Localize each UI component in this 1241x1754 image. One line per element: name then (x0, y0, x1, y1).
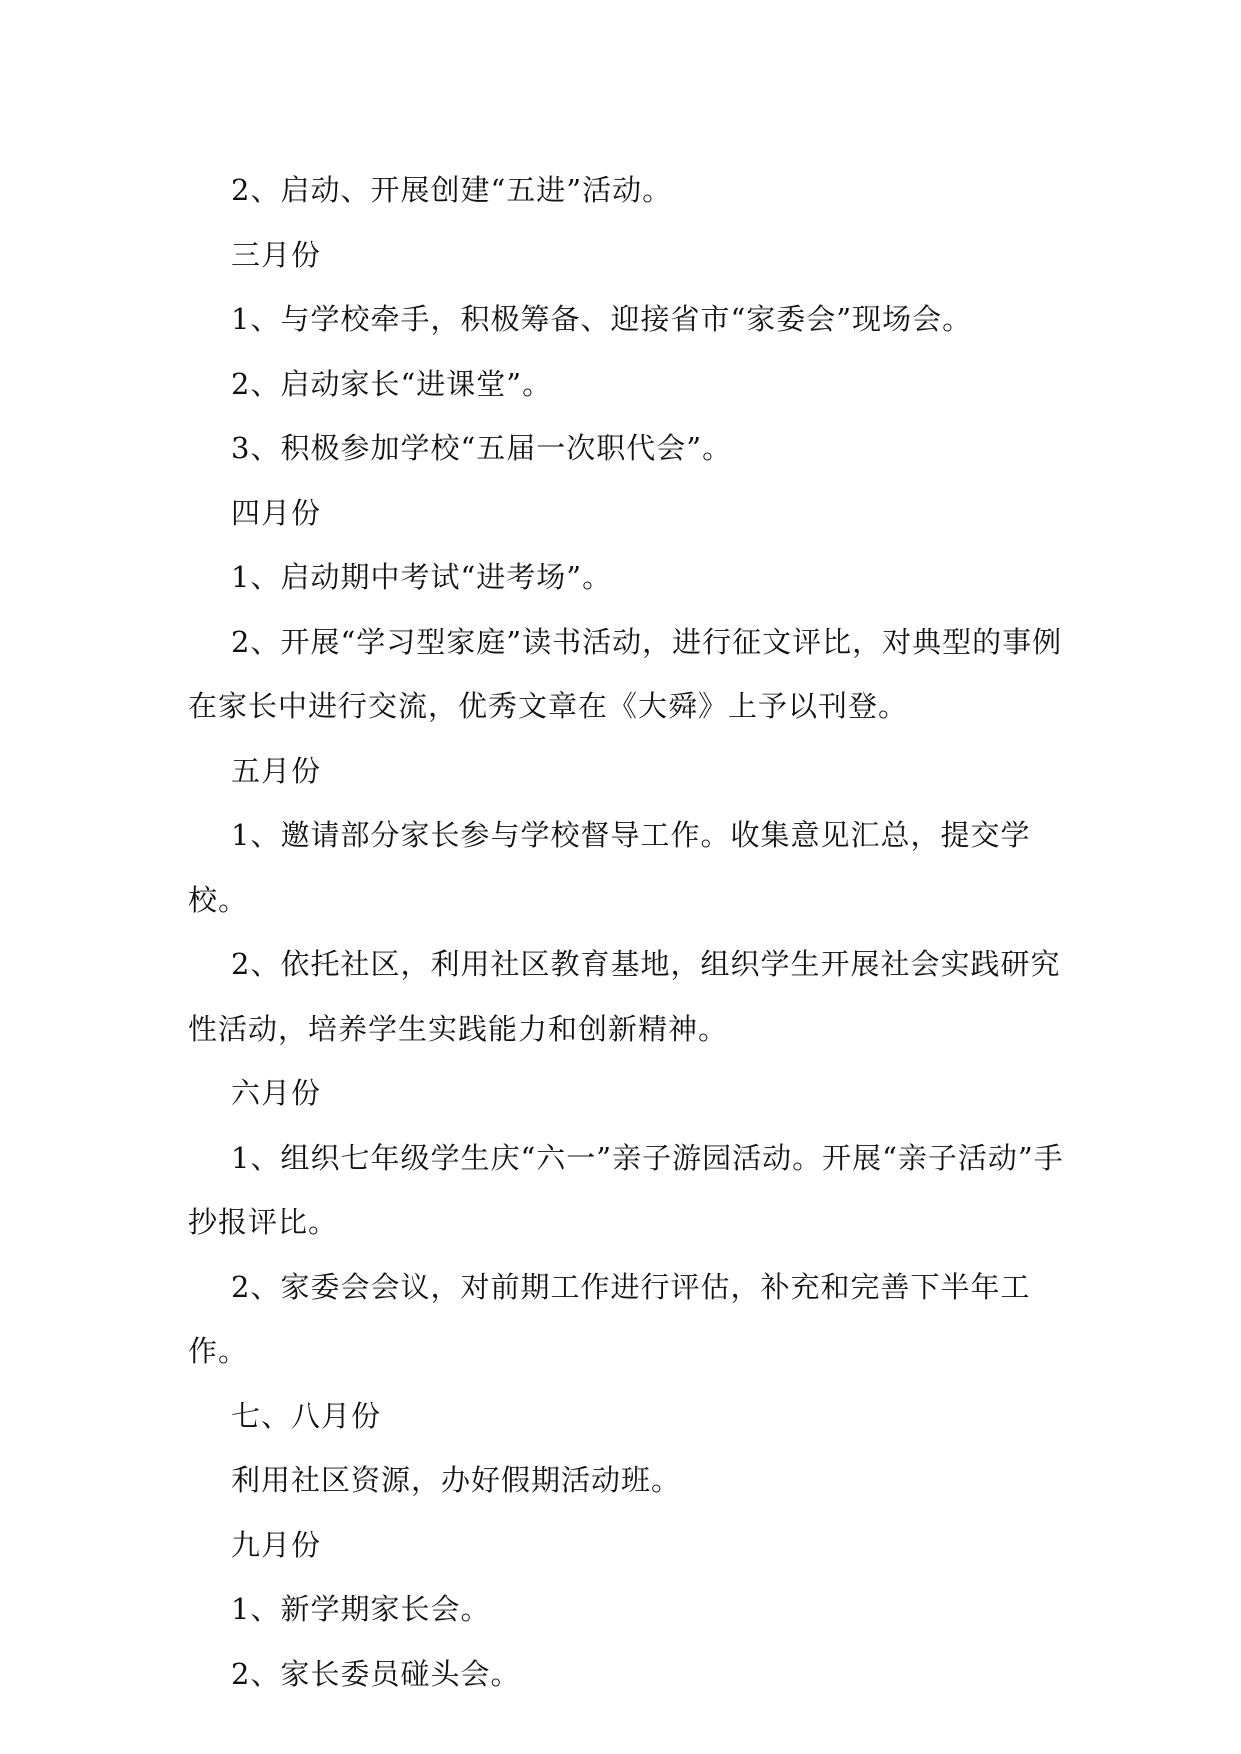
list-item: 1、启动期中考试“进考场”。 (231, 560, 613, 594)
list-item: 2、开展“学习型家庭”读书活动，进行征文评比，对典型的事例在家长中进行交流，优秀文章在《大舜》上予以刊登。 (188, 624, 1063, 723)
section-heading-may: 五月份 (231, 753, 322, 788)
section-heading-july-august: 七、八月份 (231, 1398, 382, 1433)
list-item: 1、新学期家长会。 (231, 1592, 491, 1626)
list-item: 2、启动、开展创建“五进”活动。 (231, 173, 673, 207)
section-heading-april: 四月份 (231, 495, 322, 530)
list-item: 利用社区资源，办好假期活动班。 (231, 1463, 682, 1497)
section-heading-june: 六月份 (231, 1076, 322, 1110)
list-item: 1、与学校牵手，积极筹备、迎接省市“家委会”现场会。 (231, 302, 973, 336)
list-item: 3、积极参加学校“五届一次职代会”。 (231, 431, 733, 465)
document-body (188, 158, 1068, 1706)
list-item: 2、启动家长“进课堂”。 (231, 366, 553, 401)
section-heading-september: 九月份 (231, 1527, 322, 1562)
section-heading-march: 三月份 (231, 237, 322, 272)
list-item: 1、组织七年级学生庆“六一”亲子游园活动。开展“亲子活动”手抄报评比。 (188, 1140, 1064, 1239)
list-item: 2、家委会会议，对前期工作进行评估，补充和完善下半年工作。 (188, 1269, 1031, 1368)
list-item: 1、邀请部分家长参与学校督导工作。收集意见汇总，提交学校。 (188, 818, 1031, 917)
list-item: 2、家长委员碰头会。 (231, 1656, 521, 1691)
list-item: 2、依托社区，利用社区教育基地，组织学生开展社会实践研究性活动，培养学生实践能力和创新精神。 (188, 947, 1061, 1046)
